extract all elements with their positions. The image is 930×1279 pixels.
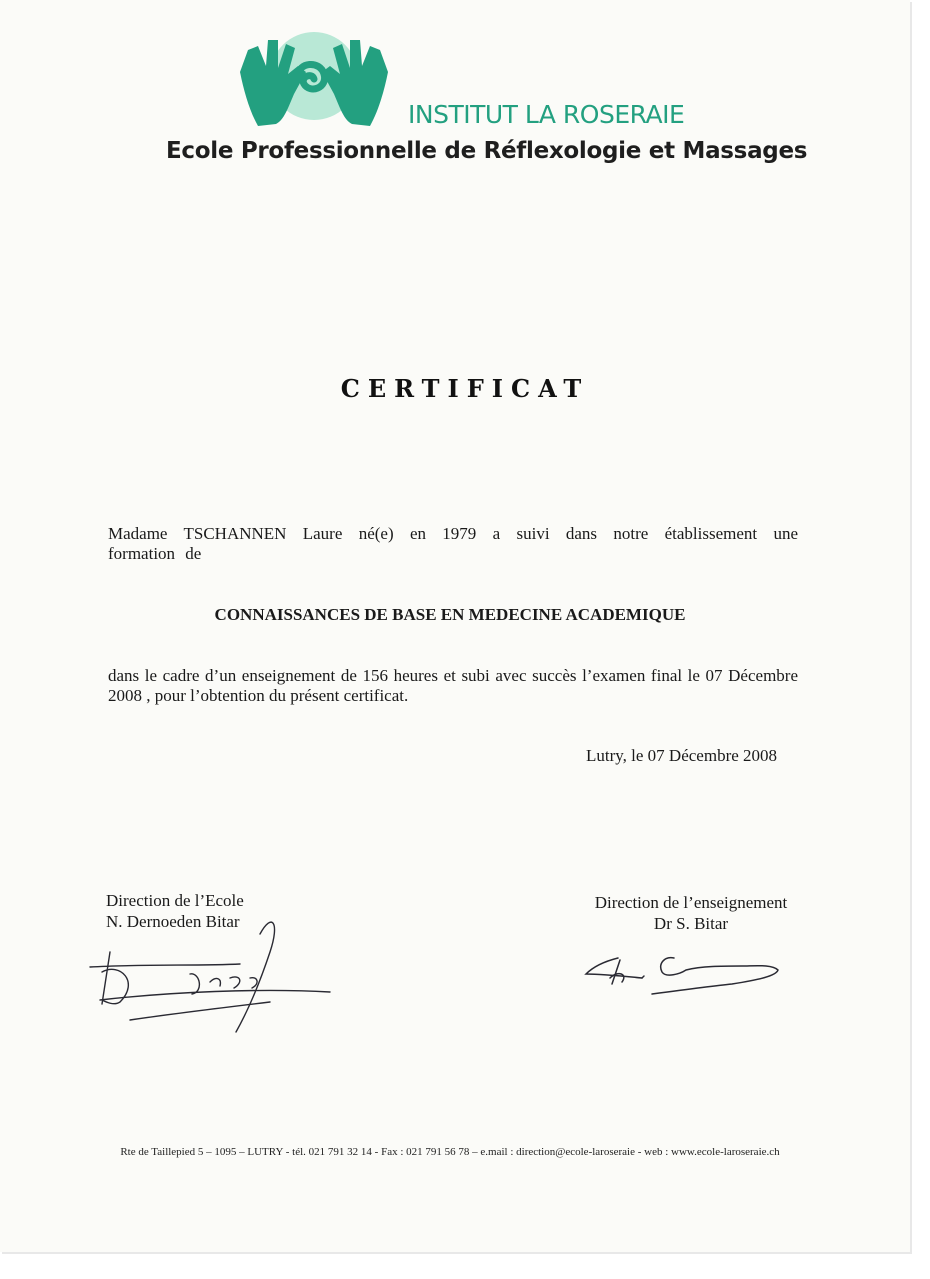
- right-signatory-name: Dr S. Bitar: [653, 914, 729, 933]
- right-signatory: [586, 892, 796, 934]
- school-name: Ecole Professionnelle de Réflexologie et Massages: [166, 138, 808, 164]
- footer-address: Rte de Taillepied 5 – 1095 – LUTRY - tél. 021 791 32 14 - Fax : 021 791 56 78 – e.mail : direction@ecole-laroseraie - web : www.ecole-laroseraie.ch: [120, 1146, 780, 1158]
- intro-paragraph: Madame TSCHANNEN Laure né(e) en 1979 a suivi dans notre établissement une formation de: [108, 524, 798, 563]
- details-paragraph: dans le cadre d’un enseignement de 156 heures et subi avec succès l’examen final le 07 Décembre 2008 , pour l’obtention du présent certificat.: [108, 666, 798, 705]
- course-name: CONNAISSANCES DE BASE EN MEDECINE ACADEMIQUE: [214, 605, 686, 624]
- left-signatory-name: N. Dernoeden Bitar: [106, 912, 240, 931]
- right-signatory-role: Direction de l’enseignement: [594, 893, 788, 912]
- left-signatory-role: Direction de l’Ecole: [106, 891, 244, 910]
- certificate-title: CERTIFICAT: [340, 374, 590, 403]
- left-signature-icon: [80, 912, 340, 1037]
- institute-name: INSTITUT LA ROSERAIE: [408, 100, 685, 129]
- place-date: Lutry, le 07 Décembre 2008: [586, 746, 778, 765]
- hands-spiral-logo-icon: [228, 32, 400, 132]
- right-signature-icon: [582, 940, 792, 1010]
